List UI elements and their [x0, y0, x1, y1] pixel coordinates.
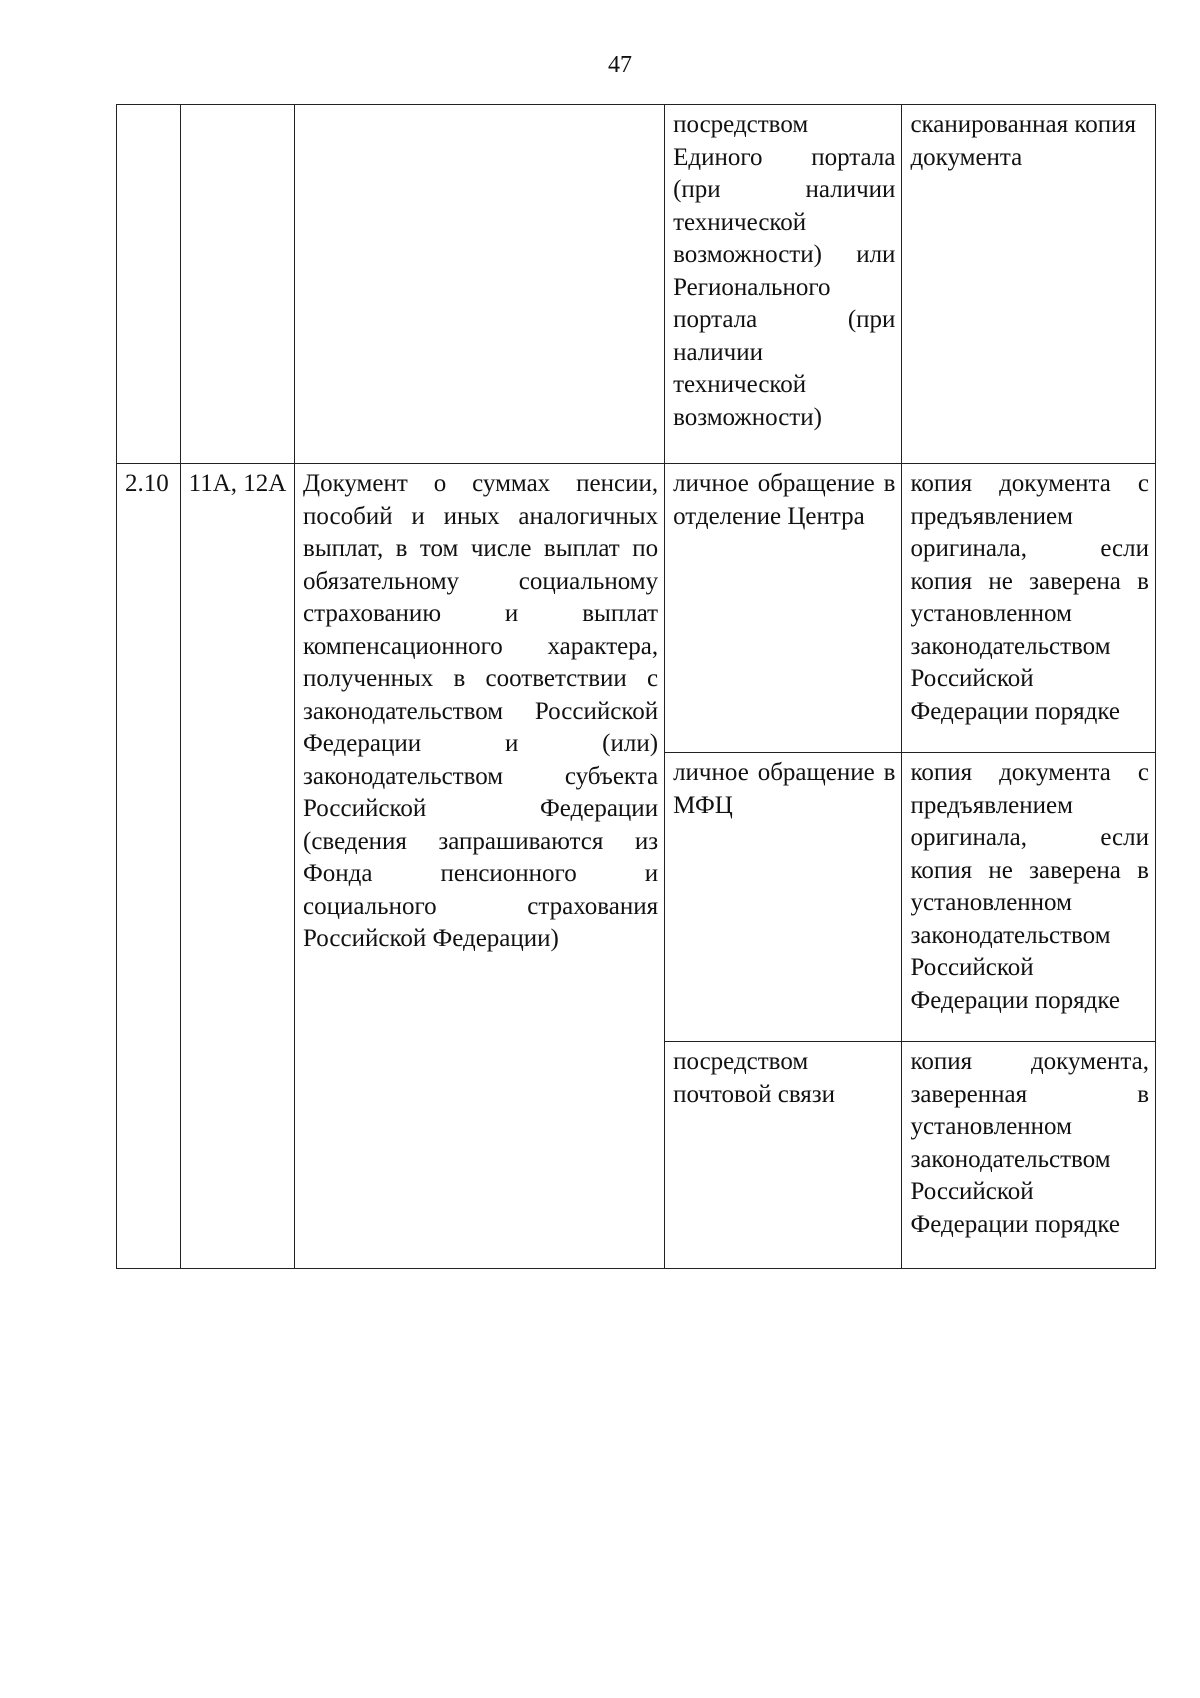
submission-method-text: личное обращение в МФЦ — [673, 759, 896, 819]
document-form-text: копия документа с предъявлением оригинала, если копия не заверена в установленном законодательством Российской Федерации порядке — [910, 759, 1149, 1014]
document-description: Документ о суммах пенсии, пособий и иных аналогичных выплат, в том числе выплат по обязательному социальному страхованию и выплат компенсационного характера, полученных в соответствии с законодательством Российской Федерации и (или) законодательством субъекта Российской Федерации (сведения запрашиваются из Фонда пенсионного и социального страхования Российской Федерации) — [303, 470, 659, 952]
empty-code-cell — [180, 105, 294, 464]
row-code-cell — [180, 464, 294, 1269]
document-form-text: копия документа с предъявлением оригинала, если копия не заверена в установленном законодательством Российской Федерации порядке — [910, 470, 1149, 725]
document-form-text: сканированная копия документа — [910, 111, 1136, 171]
submission-method-cell — [665, 105, 902, 464]
document-description-cell — [295, 464, 665, 1269]
submission-method-text: посредством почтовой связи — [673, 1048, 836, 1108]
document-form-cell — [902, 464, 1156, 753]
document-form-cell — [902, 105, 1156, 464]
requirements-table — [116, 104, 1156, 1269]
row-code: 11А, 12А — [188, 470, 287, 497]
empty-document-cell — [295, 105, 665, 464]
row-number: 2.10 — [125, 470, 169, 497]
submission-method-cell — [665, 464, 902, 753]
empty-number-cell — [117, 105, 181, 464]
submission-method-text: личное обращение в отделение Центра — [673, 470, 896, 530]
document-form-cell — [902, 1042, 1156, 1269]
submission-method-text: посредством Единого портала (при наличии технической возможности) или Регионального портала (при наличии технической возможности) — [673, 111, 896, 431]
submission-method-cell — [665, 1042, 902, 1269]
table-row-continuation — [117, 105, 1156, 464]
submission-method-cell — [665, 753, 902, 1042]
page-number: 47 — [608, 52, 632, 78]
row-number-cell — [117, 464, 181, 1269]
document-form-text: копия документа, заверенная в установленном законодательством Российской Федерации порядке — [910, 1048, 1149, 1238]
document-form-cell — [902, 753, 1156, 1042]
table-row-2-10 — [117, 464, 1156, 753]
